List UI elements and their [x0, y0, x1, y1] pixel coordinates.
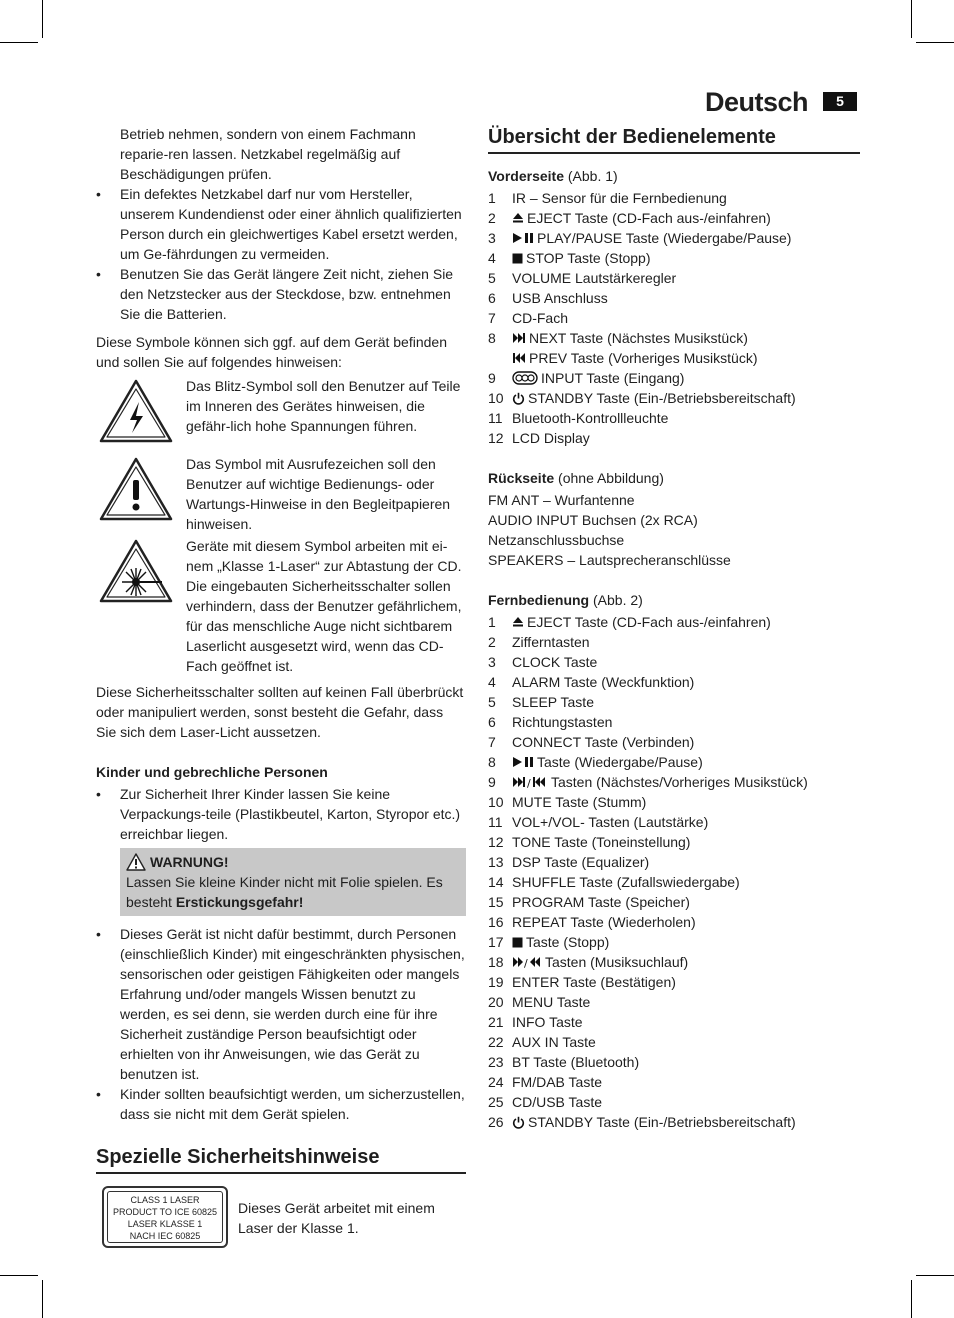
item-text-wrap: [512, 772, 860, 792]
crop-mark: [916, 42, 954, 43]
crop-mark: [911, 1280, 912, 1318]
item-text: LCD Display: [512, 430, 590, 446]
item-text: Taste (Stopp): [526, 934, 610, 950]
item-text: SHUFFLE Taste (Zufallswiedergabe): [512, 874, 740, 890]
list-item: [488, 612, 860, 632]
warning-text: [126, 872, 460, 912]
item-text-wrap: [512, 712, 860, 732]
item-text: Taste (Wiedergabe/Pause): [537, 754, 703, 770]
list-item: [488, 1092, 860, 1112]
list-item: [488, 932, 860, 952]
item-text: Zifferntasten: [512, 634, 590, 650]
item-text-wrap: [512, 268, 860, 288]
item-number: 11: [488, 410, 503, 426]
item-text-wrap: [512, 872, 860, 892]
list-item: [488, 952, 860, 972]
symbol-row-lightning: [96, 376, 466, 444]
item-text-wrap: [512, 1032, 860, 1052]
stop-icon: [512, 937, 523, 948]
eject-icon: [512, 616, 524, 628]
item-number: 5: [488, 694, 496, 710]
list-item: [488, 1112, 860, 1132]
list-item: [488, 188, 860, 208]
item-text-wrap: [512, 972, 860, 992]
item-text: EJECT Taste (CD-Fach aus-/einfahren): [527, 210, 771, 226]
item-number: 10: [488, 390, 504, 406]
item-text: IR – Sensor für die Fernbedienung: [512, 190, 727, 206]
list-item: [488, 672, 860, 692]
item-text-wrap: [512, 952, 860, 972]
crop-mark: [0, 1275, 38, 1276]
stop-icon: [512, 253, 523, 264]
item-number: 8: [488, 330, 496, 346]
list-item: [488, 652, 860, 672]
front-heading: [488, 166, 860, 186]
crop-mark: [916, 1275, 954, 1276]
item-text: USB Anschluss: [512, 290, 608, 306]
next-icon: [512, 332, 526, 344]
item-text: PROGRAM Taste (Speicher): [512, 894, 690, 910]
item-text: REPEAT Taste (Wiederholen): [512, 914, 696, 930]
item-number: 8: [488, 754, 496, 770]
list-item: • Benutzen Sie das Gerät längere Zeit nicht, ziehen Sie den Netzstecker aus der Steckdose, bzw. entnehmen Sie die Batterien.: [96, 264, 466, 324]
item-number: 6: [488, 290, 496, 306]
right-column: [488, 124, 860, 1132]
item-text-wrap: [512, 892, 860, 912]
item-text: AUX IN Taste: [512, 1034, 596, 1050]
item-text-wrap: [512, 188, 860, 208]
item-text: STOP Taste (Stopp): [526, 250, 651, 266]
list-item: [488, 812, 860, 832]
item-text: CD-Fach: [512, 310, 569, 326]
item-text: Tasten (Musiksuchlauf): [545, 954, 689, 970]
warning-triangle-icon: [126, 853, 150, 871]
item-text-wrap: [512, 652, 860, 672]
prev-icon: [512, 352, 526, 364]
list-item: • Ein defektes Netzkabel darf nur vom Hersteller, unserem Kundendienst oder einer ähnlich qualifizierten Person durch ein gleichwertiges Kabel ersetzt werden, um Ge-fährdungen zu vermeiden.: [96, 184, 466, 264]
item-number: 21: [488, 1014, 504, 1030]
laser-class-label-inner: [107, 1191, 223, 1243]
symbol-description: Das Symbol mit Ausrufezeichen soll den Benutzer auf wichtige Bedienungs- oder Wartungs-Hinweise in den Begleitpapieren hinweisen.: [186, 456, 451, 532]
list-item: [488, 428, 860, 448]
symbol-row-exclamation: [96, 454, 466, 534]
item-text-wrap: [512, 832, 860, 852]
children-bullets-2: [96, 924, 466, 1124]
power-icon: [512, 392, 525, 405]
eject-icon: [512, 212, 524, 224]
warning-title-text: WARNUNG!: [150, 854, 229, 870]
item-number: 3: [488, 654, 496, 670]
list-item: [488, 208, 860, 228]
item-text: Tasten (Nächstes/Vorheriges Musikstück): [551, 774, 808, 790]
item-number: 2: [488, 210, 496, 226]
warning-body: Lassen Sie kleine Kinder nicht mit Folie spielen. Es besteht: [126, 874, 443, 910]
list-item: [488, 408, 860, 428]
item-text-wrap: [512, 368, 860, 388]
play-pause-icon: [512, 756, 534, 768]
item-text-wrap: [512, 852, 860, 872]
item-text-wrap: [512, 992, 860, 1012]
front-controls-list: [488, 188, 860, 448]
item-number: 23: [488, 1054, 504, 1070]
item-text-wrap: [512, 428, 860, 448]
item-text-wrap: [512, 208, 860, 228]
item-text-wrap: [512, 752, 860, 772]
item-text-wrap: [512, 1112, 860, 1132]
item-text: FM/DAB Taste: [512, 1074, 602, 1090]
laser-class-label: [102, 1186, 228, 1248]
remote-heading: [488, 590, 860, 610]
item-number: 1: [488, 190, 496, 206]
list-item: [488, 772, 860, 792]
item-text: ENTER Taste (Bestätigen): [512, 974, 676, 990]
item-number: 10: [488, 794, 504, 810]
list-item: [488, 388, 860, 408]
page-number-badge: 5: [823, 92, 857, 111]
laser-warning-icon: [96, 536, 176, 604]
list-item: [488, 348, 860, 368]
list-item: [488, 328, 860, 348]
item-text: VOL+/VOL- Tasten (Lautstärke): [512, 814, 709, 830]
item-number: 4: [488, 250, 496, 266]
item-text-wrap: [512, 672, 860, 692]
item-number: 22: [488, 1034, 504, 1050]
item-text-wrap: [512, 1052, 860, 1072]
list-item: [488, 852, 860, 872]
list-item: [488, 972, 860, 992]
item-text-wrap: [512, 612, 860, 632]
item-number: 20: [488, 994, 504, 1010]
safety-switch-text: Diese Sicherheitsschalter sollten auf keinen Fall überbrückt oder manipuliert werden, sonst besteht die Gefahr, dass Sie sich dem Laser-Licht aussetzen.: [96, 684, 464, 740]
item-text-wrap: [512, 932, 860, 952]
item-text-wrap: [512, 288, 860, 308]
laser-label-line: CLASS 1 LASER: [130, 1195, 200, 1205]
lightning-warning-icon: [96, 376, 176, 444]
item-number: 26: [488, 1114, 504, 1130]
item-number: 18: [488, 954, 504, 970]
remote-note: (Abb. 2): [593, 592, 643, 608]
page-language-title: Deutsch: [704, 87, 808, 117]
item-number: 17: [488, 934, 504, 950]
item-number: 3: [488, 230, 496, 246]
item-text: VOLUME Lautstärkeregler: [512, 270, 677, 286]
next-prev-icon: [512, 776, 548, 788]
list-item: [488, 872, 860, 892]
item-text: MUTE Taste (Stumm): [512, 794, 647, 810]
item-number: 9: [488, 370, 496, 386]
item-text: STANDBY Taste (Ein-/Betriebsbereitschaft): [528, 1114, 796, 1130]
list-item: [488, 248, 860, 268]
list-item: [488, 268, 860, 288]
crop-mark: [911, 0, 912, 38]
list-item: [488, 832, 860, 852]
item-text: NEXT Taste (Nächstes Musikstück): [529, 330, 748, 346]
item-text-wrap: [512, 348, 860, 368]
item-text-wrap: [512, 308, 860, 328]
item-number: 4: [488, 674, 496, 690]
crop-mark: [0, 42, 38, 43]
warning-box: [120, 848, 466, 916]
play-pause-icon: [512, 232, 534, 244]
item-text: CD/USB Taste: [512, 1094, 602, 1110]
item-number: 1: [488, 614, 496, 630]
item-text: TONE Taste (Toneinstellung): [512, 834, 691, 850]
item-number: 24: [488, 1074, 504, 1090]
list-item: [488, 632, 860, 652]
item-text: Richtungstasten: [512, 714, 613, 730]
symbols-intro: Diese Symbole können sich ggf. auf dem Gerät befinden und sollen Sie auf folgendes hinweisen:: [96, 334, 447, 370]
list-item: [488, 752, 860, 772]
input-icon: [512, 371, 538, 385]
item-number: 12: [488, 430, 504, 446]
list-item: [488, 892, 860, 912]
laser-label-line: PRODUCT TO ICE 60825: [112, 1207, 218, 1217]
item-number: 15: [488, 894, 504, 910]
item-number: 5: [488, 270, 496, 286]
warning-title: [126, 852, 460, 872]
front-note: (Abb. 1): [567, 168, 618, 184]
item-text: MENU Taste: [512, 994, 591, 1010]
item-text-wrap: [512, 812, 860, 832]
item-text: INFO Taste: [512, 1014, 583, 1030]
warning-emphasis: Erstickungsgefahr!: [175, 894, 304, 910]
list-item: [488, 992, 860, 1012]
item-number: 25: [488, 1094, 504, 1110]
list-item: [488, 792, 860, 812]
front-label: Vorderseite: [488, 168, 564, 184]
item-number: 9: [488, 774, 496, 790]
item-number: 11: [488, 814, 503, 830]
power-icon: [512, 1116, 525, 1129]
list-item: AUDIO INPUT Buchsen (2x RCA): [488, 512, 698, 528]
list-item: [488, 308, 860, 328]
list-item: [488, 1072, 860, 1092]
exclamation-warning-icon: [96, 454, 176, 522]
item-text-wrap: [512, 1072, 860, 1092]
item-text: ALARM Taste (Weckfunktion): [512, 674, 695, 690]
symbol-description: Geräte mit diesem Symbol arbeiten mit ei-nem „Klasse 1-Laser“ zur Abtastung der CD. Die eingebauten Sicherheitsschalter sollen verhindern, dass der Benutzer gefährlichem, für das menschliche Auge nicht sichtbarem Laserlicht ausgesetzt wird, wenn das CD-Fach geöffnet ist.: [186, 538, 462, 674]
item-number: [488, 348, 512, 368]
item-text: SLEEP Taste: [512, 694, 594, 710]
back-heading: [488, 468, 860, 488]
fast-forward-rewind-icon: [512, 956, 542, 968]
list-item: • Zur Sicherheit Ihrer Kinder lassen Sie keine Verpackungs-teile (Plastikbeutel, Karton, Styropor etc.) erreichbar liegen.: [96, 784, 466, 844]
item-text-wrap: [512, 732, 860, 752]
item-number: 13: [488, 854, 504, 870]
laser-class-row: [96, 1186, 466, 1248]
remote-label: Fernbedienung: [488, 592, 590, 608]
item-text-wrap: [512, 248, 860, 268]
item-text-wrap: [512, 388, 860, 408]
power-cable-bullets: [96, 184, 466, 324]
children-heading: Kinder und gebrechliche Personen: [96, 764, 328, 780]
remote-controls-list: [488, 612, 860, 1132]
item-text: PREV Taste (Vorheriges Musikstück): [529, 350, 758, 366]
item-text: Bluetooth-Kontrollleuchte: [512, 410, 669, 426]
item-text: PLAY/PAUSE Taste (Wiedergabe/Pause): [537, 230, 792, 246]
special-safety-heading: Spezielle Sicherheitshinweise: [96, 1144, 466, 1174]
back-note: (ohne Abbildung): [558, 470, 664, 486]
list-item: [488, 368, 860, 388]
item-text-wrap: [512, 228, 860, 248]
controls-overview-heading: Übersicht der Bedienelemente: [488, 124, 860, 154]
item-number: 16: [488, 914, 504, 930]
item-number: 7: [488, 310, 496, 326]
intro-continuation: Betrieb nehmen, sondern von einem Fachmann reparie-ren lassen. Netzkabel regelmäßig auf Beschädigungen prüfen.: [120, 126, 416, 182]
item-number: 7: [488, 734, 496, 750]
item-text-wrap: [512, 408, 860, 428]
item-text: CONNECT Taste (Verbinden): [512, 734, 695, 750]
laser-label-line: NACH IEC 60825: [129, 1231, 201, 1241]
item-number: 14: [488, 874, 504, 890]
list-item: FM ANT – Wurfantenne: [488, 492, 635, 508]
svg-text:/: /: [527, 777, 531, 788]
item-number: 6: [488, 714, 496, 730]
back-connections-list: [488, 490, 860, 570]
list-item: • Kinder sollten beaufsichtigt werden, um sicherzustellen, dass sie nicht mit dem Gerät spielen.: [96, 1084, 466, 1124]
item-text-wrap: [512, 632, 860, 652]
list-item: [488, 1032, 860, 1052]
laser-label-line: LASER KLASSE 1: [127, 1219, 203, 1229]
item-text: INPUT Taste (Eingang): [541, 370, 685, 386]
list-item: Netzanschlussbuchse: [488, 532, 625, 548]
item-text: CLOCK Taste: [512, 654, 598, 670]
svg-text:/: /: [524, 957, 528, 968]
list-item: [488, 1052, 860, 1072]
list-item: [488, 712, 860, 732]
list-item: • Dieses Gerät ist nicht dafür bestimmt, durch Personen (einschließlich Kinder) mit eingeschränkten physischen, sensorischen oder geistigen Fähigkeiten oder mangels Erfahrung und/oder mangels Wissen benutzt zu werden, es sei denn, sie werden durch eine für ihre Sicherheit zuständige Person beaufsichtigt oder erhielten von ihr Anweisungen, wie das Gerät zu benutzen ist.: [96, 924, 466, 1084]
crop-mark: [42, 1280, 43, 1318]
children-bullets: [96, 784, 466, 844]
symbol-description: Das Blitz-Symbol soll den Benutzer auf Teile im Inneren des Gerätes hinweisen, die gefähr-lich hohe Spannungen führen.: [186, 378, 461, 434]
list-item: [488, 912, 860, 932]
item-text: EJECT Taste (CD-Fach aus-/einfahren): [527, 614, 771, 630]
item-number: 2: [488, 634, 496, 650]
back-label: Rückseite: [488, 470, 555, 486]
item-text-wrap: [512, 1092, 860, 1112]
item-number: 19: [488, 974, 504, 990]
item-text: DSP Taste (Equalizer): [512, 854, 650, 870]
item-text-wrap: [512, 692, 860, 712]
item-text-wrap: [512, 912, 860, 932]
symbol-row-laser: [96, 536, 466, 676]
item-text: BT Taste (Bluetooth): [512, 1054, 640, 1070]
item-text-wrap: [512, 792, 860, 812]
list-item: [488, 288, 860, 308]
item-number: 12: [488, 834, 504, 850]
list-item: SPEAKERS – Lautsprecheranschlüsse: [488, 552, 731, 568]
list-item: [488, 732, 860, 752]
list-item: [488, 228, 860, 248]
laser-class-text: Dieses Gerät arbeitet mit einem Laser der Klasse 1.: [238, 1200, 435, 1236]
list-item: [488, 1012, 860, 1032]
crop-mark: [42, 0, 43, 38]
item-text: STANDBY Taste (Ein-/Betriebsbereitschaft): [528, 390, 796, 406]
left-column: [96, 124, 466, 1248]
item-text-wrap: [512, 1012, 860, 1032]
list-item: [488, 692, 860, 712]
item-text-wrap: [512, 328, 860, 348]
